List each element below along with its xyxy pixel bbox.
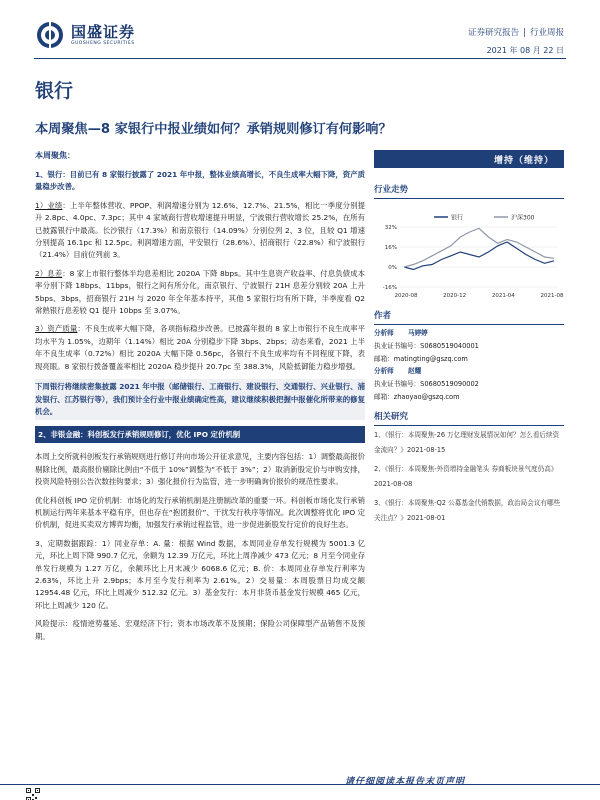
related-item[interactable]: 2、《银行：本周聚焦-外资增持金融笔头 券商板块景气度仍高》2021-08-08 [374, 465, 558, 488]
x-tick-label-3: 2021-08 [540, 293, 564, 299]
author-2-name: 赵耀 [408, 367, 422, 376]
author-1-license: 执业证书编号：S0680519040001 [374, 341, 479, 350]
series-line-0 [404, 242, 554, 270]
bank-margin [35, 268, 365, 318]
author-1-role: 分析师 [374, 329, 394, 337]
report-subtype-label: 行业周报 [529, 28, 564, 38]
bank-asset-quality [35, 323, 365, 373]
bank-summary: 1、银行：目前已有 8 家银行披露了 2021 年中报，整体业绩高增长，不良生成率大幅下降，资产质量稳步改善。 [35, 170, 365, 192]
y-tick-label-3: -16% [382, 285, 397, 291]
sector-title: 银行 [35, 80, 74, 102]
bank-performance [35, 200, 365, 262]
nonbank-pricing: 优化科创板 IPO 定价机制：市场化的发行承销机制是注册制改革的重要一环。科创板市场化发行承销机制运行两年来基本平稳有序，但也存在“抱团报价”、干扰发行秩序等情况。此次调整将优化 IPO 定价机制，促进买卖双方博弈均衡，加强发行承销过程监管，进一步促进新股发行定价的良好生态。 [35, 495, 365, 530]
qr-code-icon [26, 788, 40, 800]
authors-title: 作者 [374, 309, 564, 325]
report-type: 证券研究报告 | 行业周报 [468, 28, 564, 38]
x-tick-label-0: 2020-08 [394, 293, 418, 299]
authors-block [374, 327, 564, 404]
related-title: 相关研究 [374, 410, 564, 426]
legend-label-1: 沪深300 [511, 214, 535, 222]
y-tick-label-2: 0% [388, 265, 397, 271]
related-list [374, 428, 564, 530]
author-2-license: 执业证书编号：S0680519090002 [374, 380, 479, 389]
page-footer [0, 772, 600, 800]
margin-label: 2）息差 [35, 268, 63, 278]
nonbank-banner: 2、非银金融：科创板发行承销规则修订，优化 IPO 定价机制 [35, 426, 365, 443]
trend-title: 行业走势 [374, 183, 564, 199]
related-item[interactable]: 1、《银行：本周聚焦-26 万亿理财发展情况如何？怎么看后续资金流向？》2021-08-15 [374, 431, 560, 454]
report-type-label: 证券研究报告 [468, 28, 520, 38]
report-headline: 本周聚焦—8 家银行中报业绩如何？承销规则修订有何影响？ [35, 122, 392, 137]
related-item[interactable]: 3、《银行：本周聚焦-Q2 公募基金代销数据，政治局会议有哪些关注点？》2021-08-01 [374, 499, 561, 522]
author-2-email[interactable]: 邮箱：zhaoyao@gszq.com [374, 392, 460, 401]
asset-quality-label: 3）资产质量 [35, 324, 78, 334]
author-2-role: 分析师 [374, 367, 394, 376]
footer-notice: 请仔细阅读本报告末页声明 [344, 777, 465, 787]
risk-warning: 风险提示：疫情逆势蔓延、宏观经济下行；资本市场改革不及预期；保险公司保障型产品销售不及预期。 [35, 619, 365, 641]
main-content [35, 150, 365, 649]
focus-title: 本周聚焦： [35, 151, 75, 160]
footer-divider [0, 784, 600, 785]
brand-emblem-icon [35, 20, 65, 50]
brand-name-en: GUOSHENG SECURITIES [71, 40, 135, 46]
trend-chart [374, 211, 564, 305]
margin-text: ：8 家上市银行整体半均息差相比 2020A 下降 8bps。其中生息资产收益率、付息负债成本率分别下降 18bps、11bps，银行之间有所分化，南京银行、宁波银行 21H 息差分别较 20A 上升 5bps、3bps，招商银行 21H 与 2020 年全年基本持平，其他 5 家银行均有所下降，半季度看 Q2 常熟银行息差较 Q1 提升 10bps 至 3.07%。 [35, 268, 365, 316]
performance-label: 1）业绩 [35, 200, 63, 210]
brand-logo [35, 16, 165, 54]
performance-text: ：上半年整体营收、PPOP、利润增速分别为 12.6%、12.7%、21.5%，相比一季度分别提升 2.8pc、4.0pc、7.3pc；其中 4 家城商行营收增速提升明显，宁波银行营收增长 25.2%，在所有已披露银行中最高。长沙银行（17.3%）和南京银行（14.09%）分别位列 2、3 位，且较 Q1 增速分别提高 16.1pc 和 12.5pc。利润增速方面，平安银行（28.6%）、招商银行（22.8%）和宁波银行（21.4%）目前位列前 3。 [35, 200, 365, 260]
nonbank-rules: 本周上交所就科创板发行承销规则进行修订并向市场公开征求意见，主要内容包括：1）调整最高报价剔除比例，最高报价剔除比例由“不低于 10%”调整为“不低于 3%”；2）取消新股定价与申购安排，投资风险特别公告次数挂钩要求；3）强化报价行为监管，进一步明确询价报价的规范性要求。 [35, 452, 365, 487]
rating-badge: 增持（维持） [374, 150, 564, 168]
series-line-1 [404, 228, 554, 267]
bank-outlook: 下周银行将继续密集披露 2021 年中报（邮储银行、工商银行、建设银行、交通银行、兴业银行、浦发银行、江苏银行等），我们预计全行业中报业绩确定性高，建议继续积极把握中报催化所带来的修复机会。 [35, 379, 365, 420]
data-tracking: 3、定期数据跟踪：1）同业存单：A. 量：根据 Wind 数据，本周同业存单发行规模为 5001.3 亿元，环比上周下降 990.7 亿元，余额为 12.39 万亿元，环比上周净减少 473 亿元；8 月至今同业存单发行规模为 1.27 万亿，余额环比上月末减少 6068.6 亿元；B. 价：本周同业存单发行利率为 2.63%，环比上升 2.9bps；本月至今发行利率为 2.61%。2）交易量：本周股票日均成交额 12954.48 亿元，环比上周减少 512.32 亿元。3）基金发行：本月非货币基金发行规模 465 亿元，环比上周减少 120 亿。 [35, 538, 365, 610]
x-tick-label-1: 2020-12 [443, 293, 467, 299]
header-divider [34, 58, 566, 59]
trend-chart-svg [374, 211, 564, 305]
y-tick-label-1: 16% [384, 245, 397, 251]
brand-name-cn: 国盛证券 [71, 22, 136, 41]
legend-label-0: 银行 [451, 214, 464, 222]
report-date: 2021 年 08 月 22 日 [486, 46, 564, 55]
author-1-name: 马婷婷 [408, 329, 428, 337]
asset-quality-text: ：不良生成率大幅下降，各项指标稳步改善。已披露年报的 8 家上市银行不良生成率平均水平为 1.05%，边期年（1.14%）相比 20A 分别稳步下降 3bps、2bps；动态来看，2021 上半年不良生成率（0.72%）相比 2020A 大幅下降 0.56pc，各银行不良生成率均有不同程度下降，表现亮眼。8 家银行拨备覆盖率相比 2020A 稳步提升 20.7pc 至 388.3%，风险抵御能力稳步增强。 [35, 324, 366, 371]
author-1-email[interactable]: 邮箱：matingting@gszq.com [374, 354, 468, 363]
x-tick-label-2: 2021-04 [491, 293, 515, 299]
y-tick-label-0: 32% [384, 225, 397, 231]
